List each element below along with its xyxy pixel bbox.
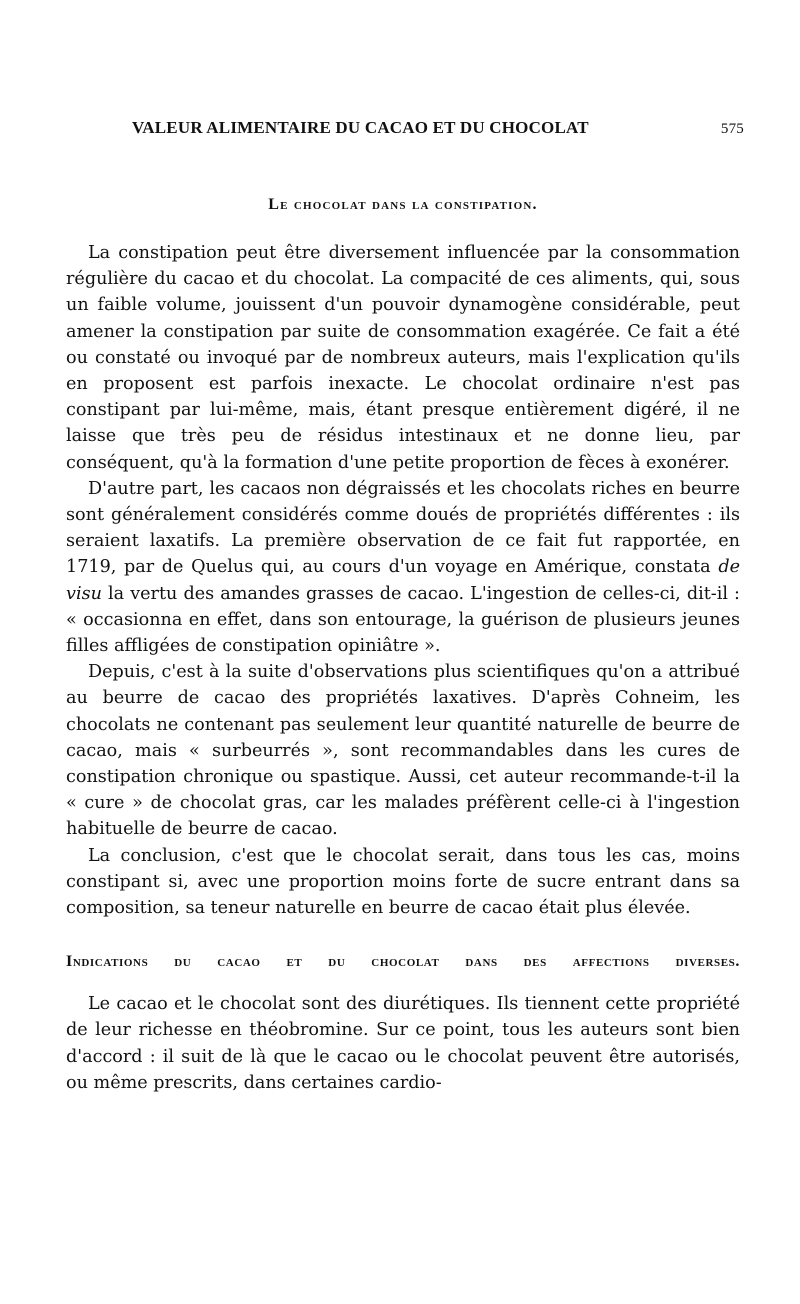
running-header [66,118,744,138]
section-heading-constipation: Le chocolat dans la constipation. [268,196,538,213]
paragraph: Depuis, c'est à la suite d'observations plus scientifiques qu'on a attribué au beurre de cacao des propriétés laxatives. D'après Cohneim, les chocolats ne contenant pas seulement leur quantité naturelle de beurre de cacao, mais « surbeurrés », sont recommandables dans les cures de constipation chronique ou spastique. Aussi, cet auteur recommande-t-il la « cure » de chocolat gras, car les malades préfèrent celle-ci à l'ingestion habituelle de beurre de cacao. [66,662,740,840]
paragraph: Le cacao et le chocolat sont des diurétiques. Ils tiennent cette propriété de leur richesse en théobromine. Sur ce point, tous les auteurs sont bien d'accord : il suit de là que le cacao ou le chocolat peuvent être autorisés, ou même prescrits, dans certaines cardio- [66,994,740,1093]
running-title: VALEUR ALIMENTAIRE DU CACAO ET DU CHOCOLAT [132,118,589,137]
paragraph: La conclusion, c'est que le chocolat serait, dans tous les cas, moins constipant si, avec une proportion moins forte de sucre entrant dans sa composition, sa teneur naturelle en beurre de cacao était plus élevée. [66,845,740,919]
paragraph-text: la vertu des amandes grasses de cacao. L'ingestion de celles-ci, dit-il : « occasionna en effet, dans son entourage, la guérison de plusieurs jeunes filles affligées de constipation opiniâtre ». [66,583,740,657]
paragraph [66,476,740,659]
paragraph: La constipation peut être diversement influencée par la consommation régulière du cacao et du chocolat. La compacité de ces aliments, qui, sous un faible volume, jouissent d'un pouvoir dynamogène considérable, peut amener la constipation par suite de consommation exagérée. Ce fait a été ou constaté ou invoqué par de nombreux auteurs, mais l'explication qu'ils en proposent est parfois inexacte. Le chocolat ordinaire n'est pas constipant par lui-même, mais, étant presque entièrement digéré, il ne laisse que très peu de résidus intestinaux et ne donne lieu, par conséquent, qu'à la formation d'une petite proportion de fèces à exonérer. [66,243,740,473]
section-body-constipation [66,240,740,921]
paragraph-text: D'autre part, les cacaos non dégraissés et les chocolats riches en beurre sont généralement considérés comme doués de propriétés différentes : ils seraient laxatifs. La première observation de ce fait fut rapportée, en 1719, par de Quelus qui, au cours d'un voyage en Amérique, constata [66,478,740,578]
emphasis-text: de visu [66,557,740,604]
document-page [66,118,744,1096]
section-body-indications [66,991,740,1096]
section-heading-indications: Indications du cacao et du chocolat dans des affections diverses. [66,953,740,971]
page-number: 575 [720,121,744,137]
